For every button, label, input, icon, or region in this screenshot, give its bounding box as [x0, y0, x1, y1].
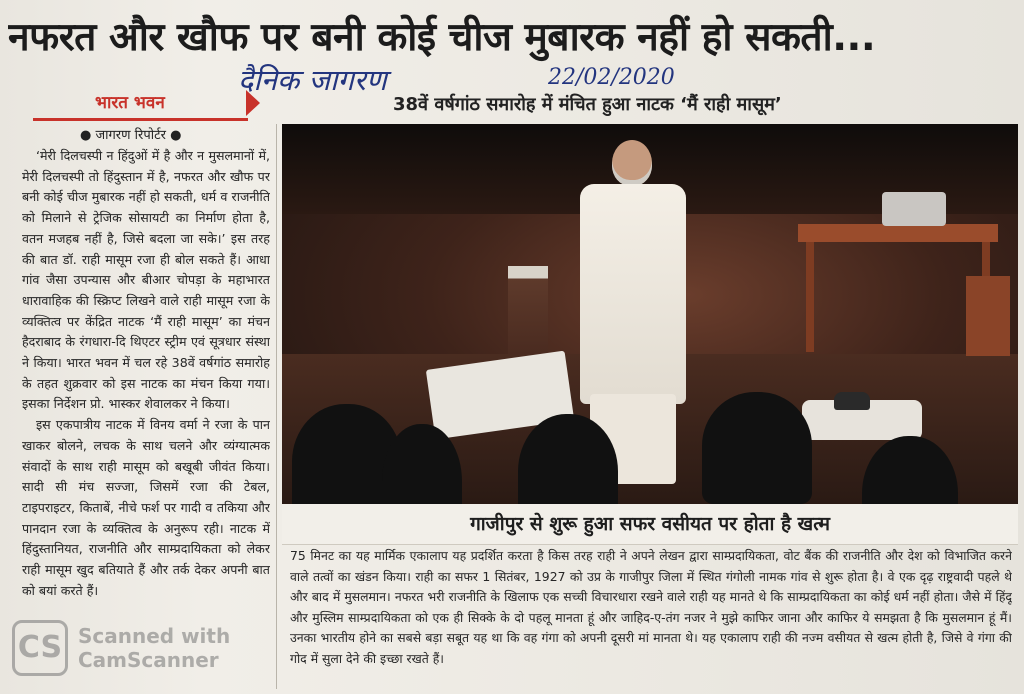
- section-arrow-icon: [246, 90, 260, 116]
- chair: [966, 276, 1010, 356]
- audience-silhouette: [702, 392, 812, 504]
- article-paragraph: 75 मिनट का यह मार्मिक एकालाप यह प्रदर्शित करता है किस तरह राही ने अपने लेखन द्वारा साम्प्रदायिकता, वोट बैंक की राजनीति और देश को विभाजित करने वाले तत्वों का खंडन किया। राही का सफर 1 सितंबर, 1927 को उप्र के गाजीपुर जिला में स्थित गंगोली नामक गांव से शुरू होता है। वे एक दृढ़ राष्ट्रवादी पहले थे और बाद में मुसलमान। नफरत भरी राजनीति के खिलाफ एक सच्ची विचारधारा रखने वाले राही यह मानते थे कि साम्प्रदायिकता का कोई धर्म नहीं होता। जैसे में हिंदू और मुस्लिम साम्प्रदायिकता को एक ही सिक्के के दो पहलू मानता हूं और जाहिद-ए-तंग नजर ने मुझे काफिर जाना और काफिर ये समझता है कि मुसलमान हूं मैं। उनका भारतीय होने का सबसे बड़ा सबूत यह था कि वह गंगा को अपनी दूसरी मां मानता थे। यह एकालाप राही की नज्म वसीयत से खत्म होती है, जिसे वे गंगा की गोद में सुला देने की इच्छा रखते हैं।: [290, 548, 1012, 666]
- subheadline: 38वें वर्षगांठ समारोह में मंचित हुआ नाटक ‘मैं राही मासूम’: [393, 94, 782, 115]
- photo-caption-box: [282, 504, 1018, 545]
- stool-with-books: [508, 266, 548, 354]
- handwritten-date: 22/02/2020: [548, 65, 675, 90]
- telephone-icon: [834, 392, 870, 410]
- byline: ● जागरण रिपोर्टर ●: [80, 128, 182, 143]
- actor-head: [612, 140, 652, 186]
- scanner-watermark: [12, 620, 262, 686]
- section-label: भारत भवन: [95, 93, 165, 113]
- actor-in-white-kurta: [580, 184, 686, 404]
- headline: नफरत और खौफ पर बनी कोई चीज मुबारक नहीं हो सकती...: [8, 15, 876, 60]
- photo-caption: गाजीपुर से शुरू हुआ सफर वसीयत पर होता है खत्म: [470, 513, 830, 535]
- typewriter-icon: [882, 192, 946, 226]
- article-paragraph: ‘मेरी दिलचस्पी न हिंदुओं में है और न मुसलमानों में, मेरी दिलचस्पी तो हिंदुस्तान में है, नफरत और खौफ पर बनी कोई चीज मुबारक नहीं हो सकती, धर्म व राजनीति को मिलाने से ट्रेजिक सोसायटी का निर्माण होता है, वतन मजहब नहीं है, जिसे बदला जा सके।’ इस तरह की बात डॉ. राही मासूम रजा ही बोल सकते हैं। आधा गांव जैसा उपन्यास और बीआर चोपड़ा के महाभारत धारावाहिक की स्क्रिप्ट लिखने वाले राही मासूम रजा के व्यक्तित्व पर केंद्रित नाटक ‘मैं राही मासूम’ का मंचन हैदराबाद के रंगधारा-दि थिएटर स्ट्रीम एवं सूत्रधार संस्था ने किया। भारत भवन में चल रहे 38वें वर्षगांठ समारोह के तहत शुक्रवार को इस नाटक का मंचन किया गया। इसका निर्देशन प्रो. भास्कर शेवालकर ने किया।: [22, 148, 270, 412]
- camscanner-logo-icon: CS: [12, 620, 68, 676]
- stage-photo: [282, 124, 1018, 504]
- handwritten-paper-name: दैनिक जागरण: [238, 63, 387, 97]
- column-divider: [276, 124, 277, 689]
- lower-article-text: [290, 546, 1012, 686]
- section-tag: [33, 88, 248, 121]
- left-article-column: [22, 146, 270, 686]
- watermark-text: Scanned with CamScanner: [78, 624, 231, 672]
- article-paragraph: इस एकपात्रीय नाटक में विनय वर्मा ने रजा के पान खाकर बोलने, लचक के साथ चलने और व्यंग्यात्मक संवादों के साथ राही मासूम को बखूबी जीवंत किया। सादी सी मंच सज्जा, जिसमें रजा की टेबल, टाइपराइटर, किताबें, नीचे फर्श पर गादी व तकिया और पानदान रजा के व्यक्तित्व के अनुरूप रही। नाटक में हिंदुस्तानियत, राजनीति और साम्प्रदायिकता को लेकर राही मासूम खुद बतियाते हैं और तर्क देकर अपनी बात को बयां करते हैं।: [22, 417, 270, 598]
